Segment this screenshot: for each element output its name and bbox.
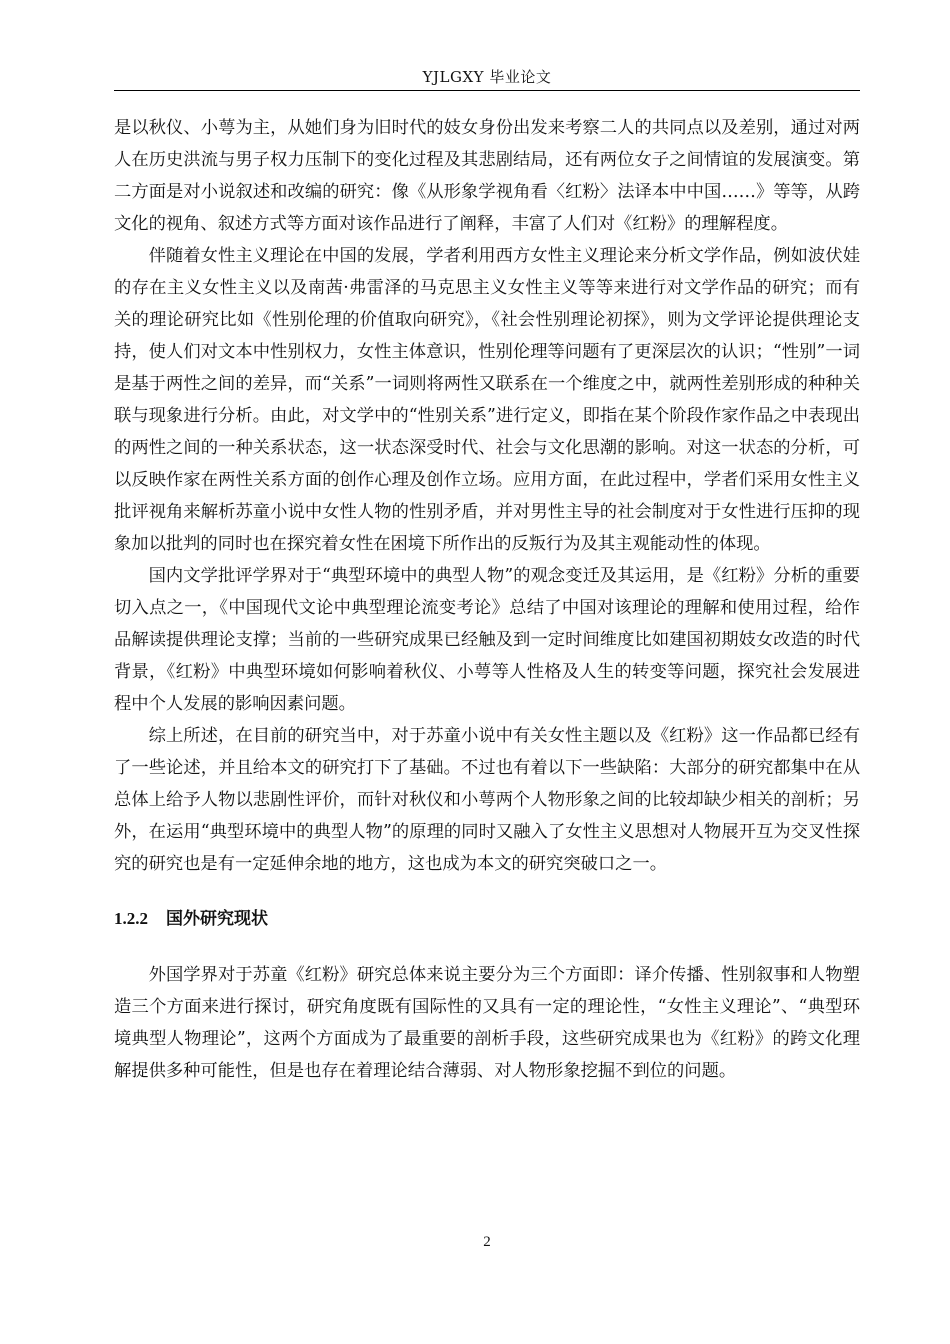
paragraph-feminist-theory: 伴随着女性主义理论在中国的发展，学者利用西方女性主义理论来分析文学作品，例如波伏娃的存在主义女性主义以及南茜·弗雷泽的马克思主义女性主义等等来进行对文学作品的研究；而有关的理论研究比如《性别伦理的价值取向研究》，《社会性别理论初探》，则为文学评论提供理论支持，使人们对文本中性别权力，女性主体意识，性别伦理等问题有了更深层次的认识；“性别”一词是基于两性之间的差异，而“关系”一词则将两性又联系在一个维度之中，就两性差别形成的种种关联与现象进行分析。由此，对文学中的“性别关系”进行定义，即指在某个阶段作家作品之中表现出的两性之间的一种关系状态，这一状态深受时代、社会与文化思潮的影响。对这一状态的分析，可以反映作家在两性关系方面的创作心理及创作立场。应用方面，在此过程中，学者们采用女性主义批评视角来解析苏童小说中女性人物的性别矛盾，并对男性主导的社会制度对于女性进行压抑的现象加以批判的同时也在探究着女性在困境下所作出的反叛行为及其主观能动性的体现。: [114, 246, 860, 554]
paragraph-foreign-research: 外国学界对于苏童《红粉》研究总体来说主要分为三个方面即：译介传播、性别叙事和人物塑造三个方面来进行探讨，研究角度既有国际性的又具有一定的理论性，“女性主义理论”、“典型环境典型人物理论”，这两个方面成为了最重要的剖析手段，这些研究成果也为《红粉》的跨文化理解提供多种可能性，但是也存在着理论结合薄弱、对人物形象挖掘不到位的问题。: [114, 965, 860, 1081]
section-number: 1.2.2: [114, 909, 148, 928]
document-body: [114, 112, 860, 1087]
section-title: 国外研究现状: [166, 909, 268, 929]
header-title: YJLGXY 毕业论文: [422, 68, 552, 86]
paragraph-summary: 综上所述，在目前的研究当中，对于苏童小说中有关女性主题以及《红粉》这一作品都已经有了一些论述，并且给本文的研究打下了基础。不过也有着以下一些缺陷：大部分的研究都集中在从总体上给予人物以悲剧性评价，而针对秋仪和小萼两个人物形象之间的比较却缺少相关的剖析；另外，在运用“典型环境中的典型人物”的原理的同时又融入了女性主义思想对人物展开互为交叉性探究的研究也是有一定延伸余地的地方，这也成为本文的研究突破口之一。: [114, 726, 860, 874]
header-divider: [114, 90, 860, 91]
paragraph-continuation: 是以秋仪、小萼为主，从她们身为旧时代的妓女身份出发来考察二人的共同点以及差别，通过对两人在历史洪流与男子权力压制下的变化过程及其悲剧结局，还有两位女子之间情谊的发展演变。第二方面是对小说叙述和改编的研究：像《从形象学视角看〈红粉〉法译本中中国……》等等，从跨文化的视角、叙述方式等方面对该作品进行了阐释，丰富了人们对《红粉》的理解程度。: [114, 118, 860, 234]
page-number: 2: [483, 1234, 491, 1250]
page-header: [114, 64, 860, 92]
paragraph-typical-character: 国内文学批评学界对于“典型环境中的典型人物”的观念变迁及其运用，是《红粉》分析的重要切入点之一，《中国现代文论中典型理论流变考论》总结了中国对该理论的理解和使用过程，给作品解读提供理论支撑；当前的一些研究成果已经触及到一定时间维度比如建国初期妓女改造的时代背景，《红粉》中典型环境如何影响着秋仪、小萼等人性格及人生的转变等问题，探究社会发展进程中个人发展的影响因素问题。: [114, 566, 860, 714]
section-heading: [114, 903, 860, 935]
